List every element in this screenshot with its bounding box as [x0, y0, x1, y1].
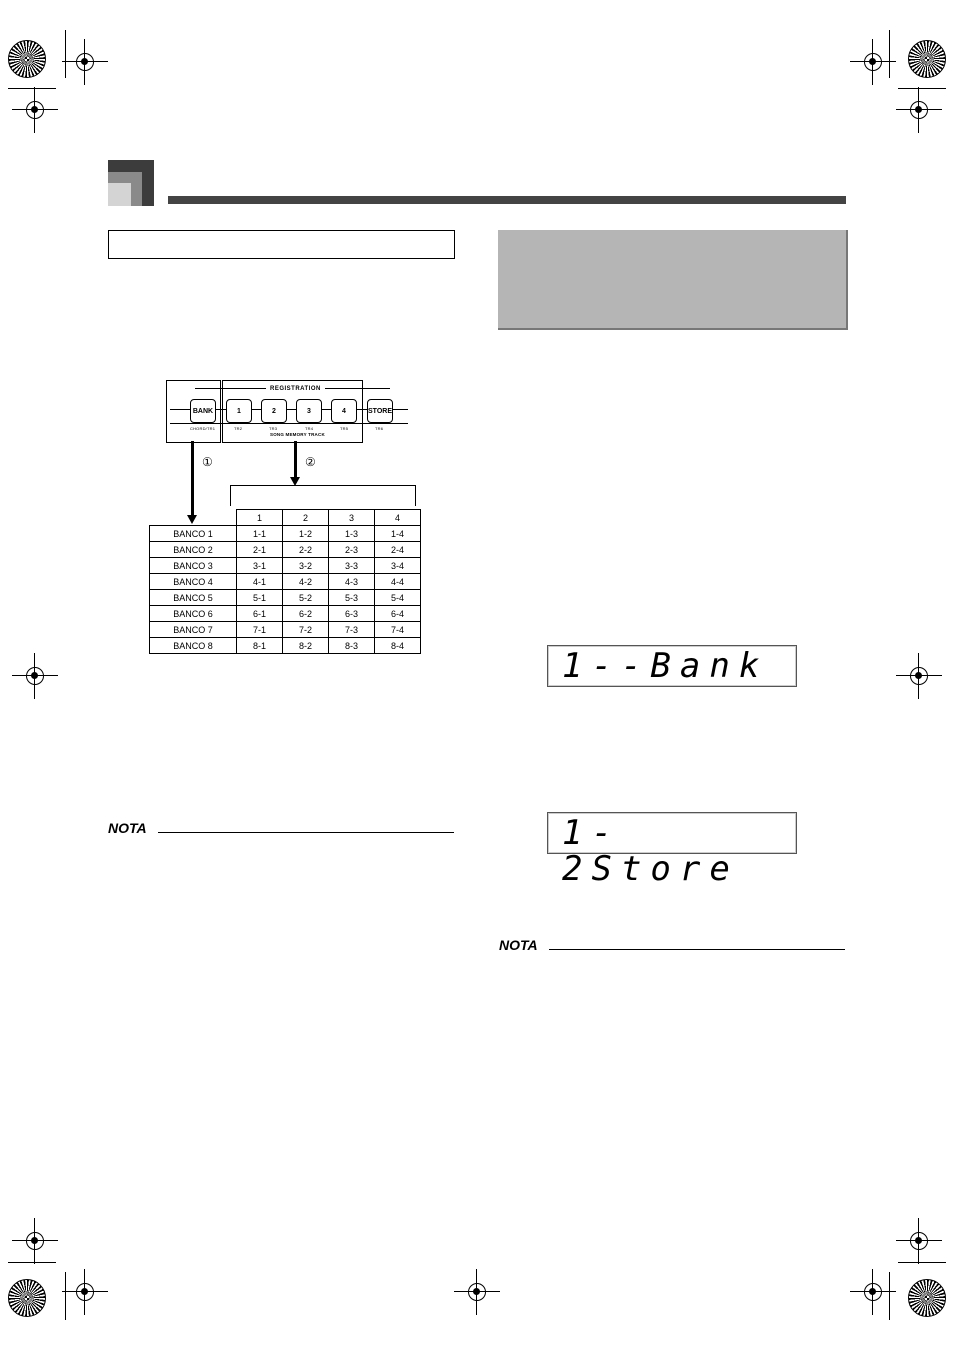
- table-cell: 5-3: [329, 590, 375, 606]
- highlight-box: [498, 230, 848, 330]
- section-title-box: [108, 230, 455, 259]
- table-cell: 7-2: [283, 622, 329, 638]
- table-cell: 6-4: [375, 606, 421, 622]
- crosshair-icon: [26, 101, 44, 119]
- bank-table: [149, 509, 421, 654]
- lcd-display-bank: [547, 645, 797, 687]
- table-cell: 1-3: [329, 526, 375, 542]
- registration-button-3[interactable]: 3: [296, 399, 322, 423]
- table-cell: 7-1: [237, 622, 283, 638]
- crosshair-icon: [26, 667, 44, 685]
- lcd-text: 1--Bank: [562, 646, 769, 686]
- table-cell: 5-2: [283, 590, 329, 606]
- registration-button-4[interactable]: 4: [331, 399, 357, 423]
- table-row: [150, 542, 421, 558]
- table-cell: 1-4: [375, 526, 421, 542]
- crosshair-icon: [910, 667, 928, 685]
- table-row: [150, 590, 421, 606]
- crosshair-icon: [910, 1232, 928, 1250]
- trim-line: [898, 88, 946, 89]
- note-rule-left: [158, 832, 454, 833]
- track-label: TR5: [340, 426, 349, 431]
- registration-starburst-tr: [908, 40, 946, 78]
- lcd-text: 1-2Store: [562, 813, 739, 889]
- table-header-row: [150, 510, 421, 526]
- bank-name: BANCO 4: [150, 574, 237, 590]
- table-row: [150, 558, 421, 574]
- bank-name: BANCO 8: [150, 638, 237, 654]
- trim-line: [65, 1272, 66, 1320]
- arrow-shaft-2: [294, 441, 297, 478]
- chapter-tab-light: [108, 183, 131, 206]
- track-label: TR3: [269, 426, 278, 431]
- bank-name: BANCO 2: [150, 542, 237, 558]
- trim-line: [889, 30, 890, 78]
- crosshair-icon: [76, 53, 94, 71]
- table-cell: 1-1: [237, 526, 283, 542]
- crosshair-icon: [76, 1283, 94, 1301]
- crosshair-icon: [910, 101, 928, 119]
- bank-name: BANCO 1: [150, 526, 237, 542]
- registration-button-2[interactable]: 2: [261, 399, 287, 423]
- table-cell: 8-4: [375, 638, 421, 654]
- column-header: 4: [375, 510, 421, 526]
- table-cell: 5-1: [237, 590, 283, 606]
- step-marker-2: ②: [305, 455, 316, 469]
- registration-label: REGISTRATION: [266, 386, 325, 392]
- bank-name: BANCO 7: [150, 622, 237, 638]
- crosshair-icon: [864, 1283, 882, 1301]
- table-row: [150, 574, 421, 590]
- table-cell: 4-3: [329, 574, 375, 590]
- registration-starburst-bl: [8, 1279, 46, 1317]
- table-cell: 8-3: [329, 638, 375, 654]
- table-row: [150, 606, 421, 622]
- note-heading-right: NOTA: [499, 937, 538, 953]
- track-label: TR2: [234, 426, 243, 431]
- bank-name: BANCO 5: [150, 590, 237, 606]
- chapter-header-bar: [168, 196, 846, 204]
- table-cell: 7-3: [329, 622, 375, 638]
- table-cell: 8-2: [283, 638, 329, 654]
- registration-starburst-br: [908, 1279, 946, 1317]
- note-rule-right: [549, 949, 845, 950]
- table-cell: 3-2: [283, 558, 329, 574]
- track-label: TR6: [375, 426, 384, 431]
- lcd-display-store: [547, 812, 797, 889]
- table-cell: 8-1: [237, 638, 283, 654]
- table-cell: 6-3: [329, 606, 375, 622]
- bank-name: BANCO 6: [150, 606, 237, 622]
- table-row: [150, 526, 421, 542]
- table-cell: 3-4: [375, 558, 421, 574]
- crosshair-icon: [26, 1232, 44, 1250]
- table-cell: 4-1: [237, 574, 283, 590]
- registration-starburst-tl: [8, 40, 46, 78]
- table-cell: 3-1: [237, 558, 283, 574]
- column-header: 1: [237, 510, 283, 526]
- bank-name: BANCO 3: [150, 558, 237, 574]
- table-cell: 5-4: [375, 590, 421, 606]
- table-cell: 4-4: [375, 574, 421, 590]
- table-cell: 6-1: [237, 606, 283, 622]
- track-label: TR4: [305, 426, 314, 431]
- table-cell: 2-2: [283, 542, 329, 558]
- track-label: CHORD/TR1: [190, 426, 216, 431]
- table-cell: 7-4: [375, 622, 421, 638]
- table-cell: 2-4: [375, 542, 421, 558]
- trim-line: [8, 1262, 56, 1263]
- table-cell: 1-2: [283, 526, 329, 542]
- step-marker-1: ①: [202, 455, 213, 469]
- table-cell: 2-3: [329, 542, 375, 558]
- note-heading-left: NOTA: [108, 820, 147, 836]
- crosshair-icon: [864, 53, 882, 71]
- table-cell: 6-2: [283, 606, 329, 622]
- crosshair-icon: [468, 1283, 486, 1301]
- trim-line: [65, 30, 66, 78]
- song-memory-label: SONG MEMORY TRACK: [270, 432, 325, 437]
- bank-button[interactable]: BANK: [190, 399, 216, 423]
- table-row: [150, 638, 421, 654]
- registration-bracket: [230, 485, 416, 506]
- table-corner: [150, 510, 237, 526]
- trim-line: [898, 1262, 946, 1263]
- trim-line: [8, 88, 56, 89]
- table-cell: 2-1: [237, 542, 283, 558]
- table-row: [150, 622, 421, 638]
- registration-button-1[interactable]: 1: [226, 399, 252, 423]
- panel-baseline: [170, 423, 408, 424]
- table-cell: 3-3: [329, 558, 375, 574]
- column-header: 2: [283, 510, 329, 526]
- table-cell: 4-2: [283, 574, 329, 590]
- column-header: 3: [329, 510, 375, 526]
- arrow-shaft-1: [191, 441, 194, 517]
- store-button[interactable]: STORE: [367, 399, 393, 423]
- trim-line: [889, 1272, 890, 1320]
